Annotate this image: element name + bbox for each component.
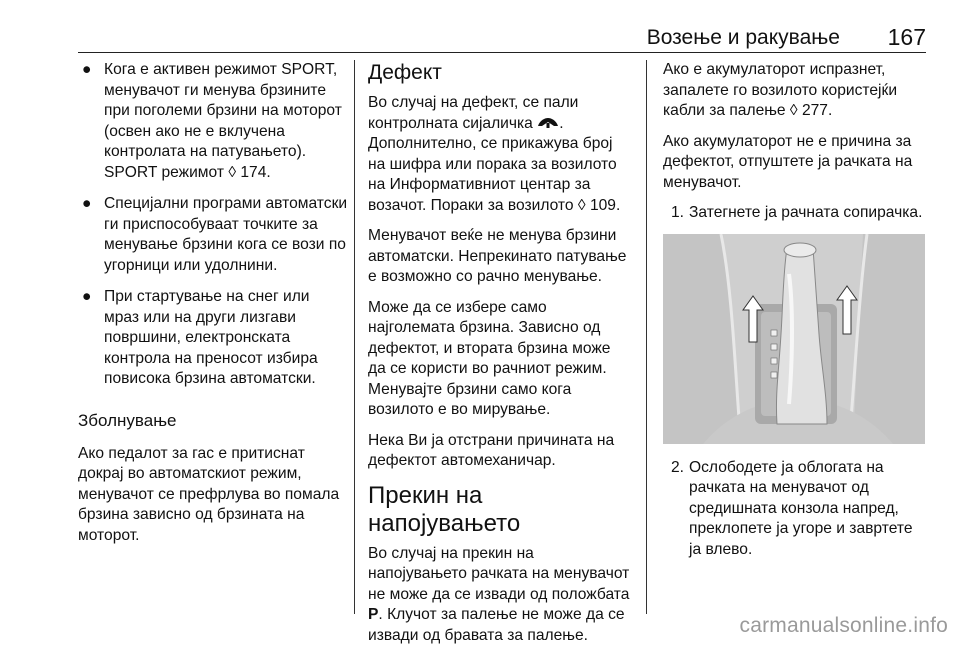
paragraph: Ако акумулаторот не е причина за дефектот, отпуштете ја рачката на менувачот. [663,132,913,191]
paragraph [368,93,630,216]
paragraph-text: . Клучот за палење не може да се извади од бравата за палење. [368,606,625,644]
gearbox-warning-icon [537,117,559,129]
step-item [663,458,925,561]
section-heading: Дефект [368,61,442,84]
bullet-dot: ● [82,61,92,78]
bullet-item [78,60,348,183]
gear-position-p: P [368,606,379,623]
paragraph: Менувачот веќе не менува брзини автоматски. Непрекинато патување е возможно со рачно менување. [368,227,627,285]
gear-lever-drawing [663,234,925,444]
step-text: Затегнете ја рачната сопирачка. [689,204,923,221]
bullet-text: Специјални програми автоматски ги приспособуваат точките за менување брзини кога се вози по угорници или удолнини. [104,195,348,274]
page-header [78,22,926,53]
bullet-text: При стартување на снег или мраз или на други лизгави површини, електронската контрола на преносот избира повисока брзина автоматски. [104,288,318,387]
bullet-dot: ● [82,195,92,212]
column-right [663,60,925,570]
bullet-text: Кога е активен режимот SPORT, менувачот ги менува брзините при поголеми брзини на моторот (освен ако не е вклучена контролата на патувањето). SPORT режимот ◊ 174. [104,61,342,181]
gear-selector-illustration [663,234,925,444]
column-divider [354,60,355,614]
paragraph: Може да се избере само најголемата брзина. Зависно од дефектот, и втората брзина може да се користи во рачниот режим. Менувајте брзини само кога возилото е во мирување. [368,298,611,418]
section-heading: Зболнување [78,410,177,430]
paragraph: Нека Ви ја отстрани причината на дефектот автомеханичар. [368,431,615,469]
paragraph-text: . Дополнително, се прикажува број на шифра или порака за возилото на Информативниот центар за возачот. Пораки за возилото ◊ 109. [368,114,621,214]
bullet-item [78,194,348,276]
bullet-dot: ● [82,288,92,305]
paragraph-text: Во случај на прекин на напојувањето рачката на менувачот не може да се извади од положбата [368,544,630,603]
watermark: carmanualsonline.info [739,614,948,637]
bullet-item [78,287,348,390]
column-divider [646,60,647,614]
paragraph: Ако е акумулаторот испразнет, запалете го возилото користејќи кабли за палење ◊ 277. [663,61,898,119]
page-number: 167 [887,24,926,50]
paragraph-text: Во случај на дефект, се пали контролната сијаличка [368,94,579,132]
column-left [78,60,348,556]
header-title: Возење и ракување [646,26,840,49]
paragraph [368,544,630,647]
step-text: Ослободете ја облогата на рачката на менувачот од средишната конзола напред, преклопете ја угоре и завртете ја влево. [689,458,913,558]
paragraph: Ако педалот за гас е притиснат докрај во автоматскиот режим, менувачот се префрлува во помала брзина зависно од брзината на моторот. [78,444,340,544]
step-number: 1. [671,204,685,221]
column-middle [368,60,630,656]
step-number: 2. [671,458,685,476]
step-item [663,203,925,224]
section-heading: Прекин на напојувањето [368,481,521,537]
